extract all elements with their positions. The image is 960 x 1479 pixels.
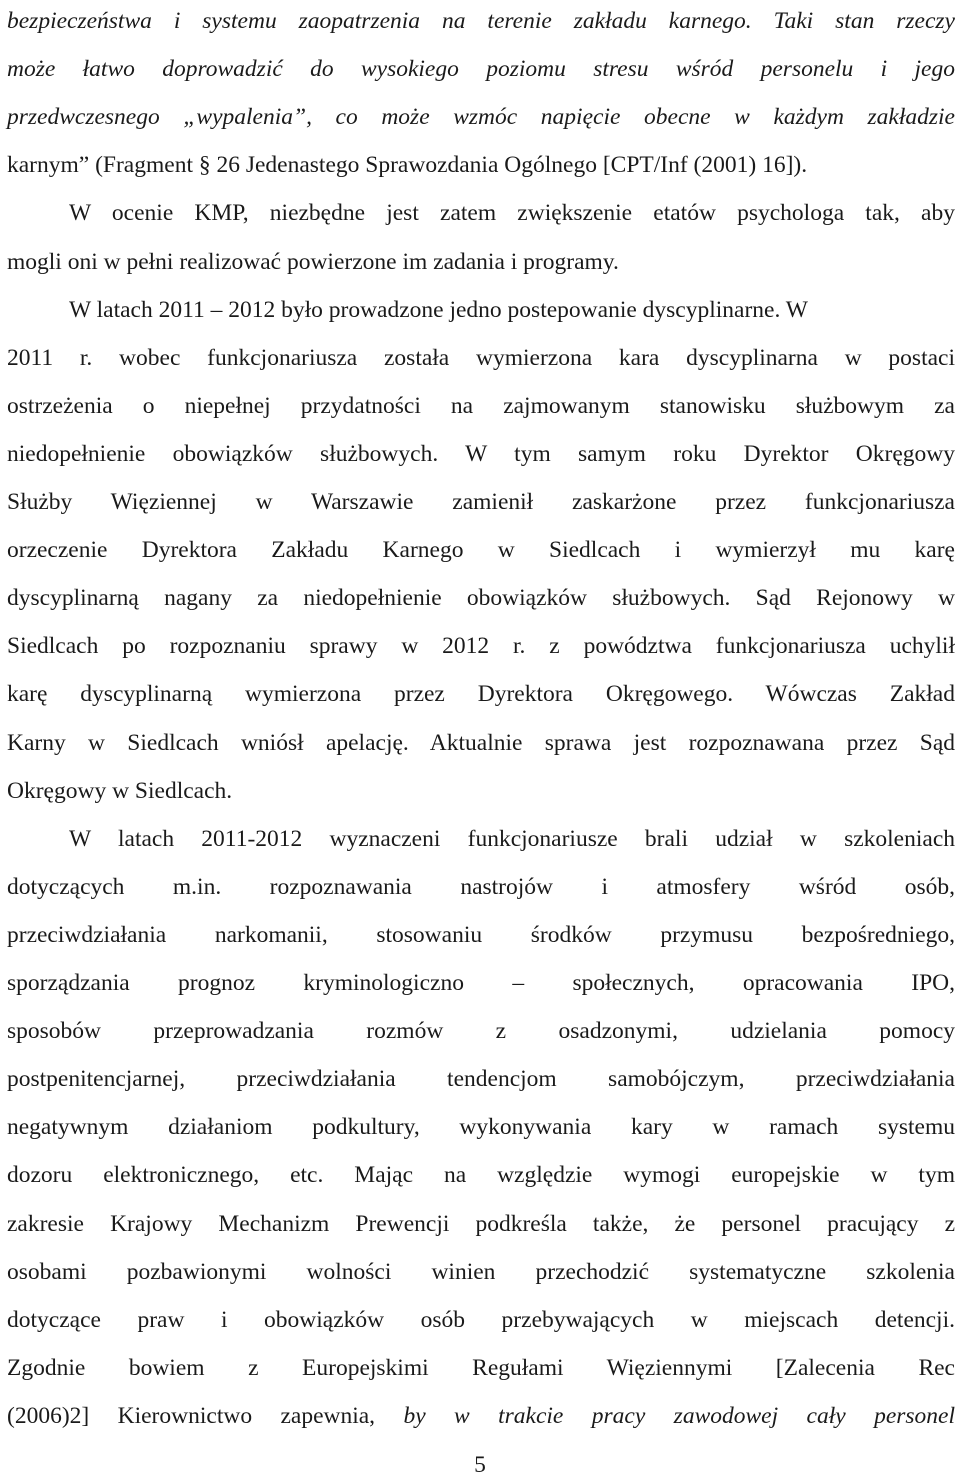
- text-line: dotyczące praw i obowiązków osób przebywających w miejscach detencji.: [7, 1306, 955, 1333]
- text-line: [7, 1401, 955, 1449]
- text-line: postpenitencjarnej, przeciwdziałania tendencjom samobójczym, przeciwdziałania: [7, 1066, 955, 1093]
- text-line: Siedlcach po rozpoznaniu sprawy w 2012 r. z powództwa funkcjonariusza uchylił: [7, 633, 955, 660]
- text-line: dozoru elektronicznego, etc. Mając na względzie wymogi europejskie w tym: [7, 1162, 955, 1189]
- text-line: karnym” (Fragment § 26 Jedenastego Sprawozdania Ogólnego [CPT/Inf (2001) 16]).: [7, 152, 808, 179]
- text-line: Okręgowy w Siedlcach.: [7, 777, 233, 804]
- page-number: 5: [474, 1452, 486, 1478]
- text-line: przedwczesnego „wypalenia”, co może wzmóc napięcie obecne w każdym zakładzie: [7, 104, 955, 131]
- text-line: zakresie Krajowy Mechanizm Prewencji podkreśla także, że personel pracujący z: [7, 1210, 955, 1237]
- text-line: niedopełnienie obowiązków służbowych. W tym samym roku Dyrektor Okręgowy: [7, 440, 955, 467]
- text-line: dotyczących m.in. rozpoznawania nastrojów i atmosfery wśród osób,: [7, 873, 955, 900]
- text-line: mogli oni w pełni realizować powierzone im zadania i programy.: [7, 248, 619, 275]
- text-line: 2011 r. wobec funkcjonariusza została wymierzona kara dyscyplinarna w postaci: [7, 344, 955, 371]
- text-segment-italic: by w trakcie pracy zawodowej cały personel: [403, 1402, 955, 1429]
- text-line: przeciwdziałania narkomanii, stosowaniu środków przymusu bezpośredniego,: [7, 921, 955, 948]
- text-line: orzeczenie Dyrektora Zakładu Karnego w Siedlcach i wymierzył mu karę: [7, 537, 955, 564]
- text-line: dyscyplinarną nagany za niedopełnienie obowiązków służbowych. Sąd Rejonowy w: [7, 585, 955, 612]
- text-line: sposobów przeprowadzania rozmów z osadzonymi, udzielania pomocy: [7, 1018, 955, 1045]
- text-line: ostrzeżenia o niepełnej przydatności na zajmowanym stanowisku służbowym za: [7, 392, 955, 419]
- text-line: bezpieczeństwa i systemu zaopatrzenia na terenie zakładu karnego. Taki stan rzeczy: [7, 8, 955, 34]
- text-line: W ocenie KMP, niezbędne jest zatem zwiększenie etatów psychologa tak, aby: [69, 200, 955, 227]
- text-line: Karny w Siedlcach wniósł apelację. Aktualnie sprawa jest rozpoznawana przez Sąd: [7, 729, 955, 756]
- text-line: sporządzania prognoz kryminologiczno – społecznych, opracowania IPO,: [7, 970, 955, 996]
- text-segment: (2006)2] Kierownictwo zapewnia,: [7, 1402, 404, 1429]
- text-line: W latach 2011-2012 wyznaczeni funkcjonariusze brali udział w szkoleniach: [69, 825, 955, 852]
- text-line: może łatwo doprowadzić do wysokiego poziomu stresu wśród personelu i jego: [7, 56, 955, 83]
- text-line: osobami pozbawionymi wolności winien przechodzić systematyczne szkolenia: [7, 1258, 955, 1285]
- text-line: Służby Więziennej w Warszawie zamienił zaskarżone przez funkcjonariusza: [7, 489, 955, 515]
- text-line: W latach 2011 – 2012 było prowadzone jedno postepowanie dyscyplinarne. W: [69, 296, 808, 323]
- text-line: Zgodnie bowiem z Europejskimi Regułami Więziennymi [Zalecenia Rec: [7, 1354, 955, 1381]
- text-line: karę dyscyplinarną wymierzona przez Dyrektora Okręgowego. Wówczas Zakład: [7, 681, 955, 708]
- text-line: negatywnym działaniom podkultury, wykonywania kary w ramach systemu: [7, 1114, 955, 1141]
